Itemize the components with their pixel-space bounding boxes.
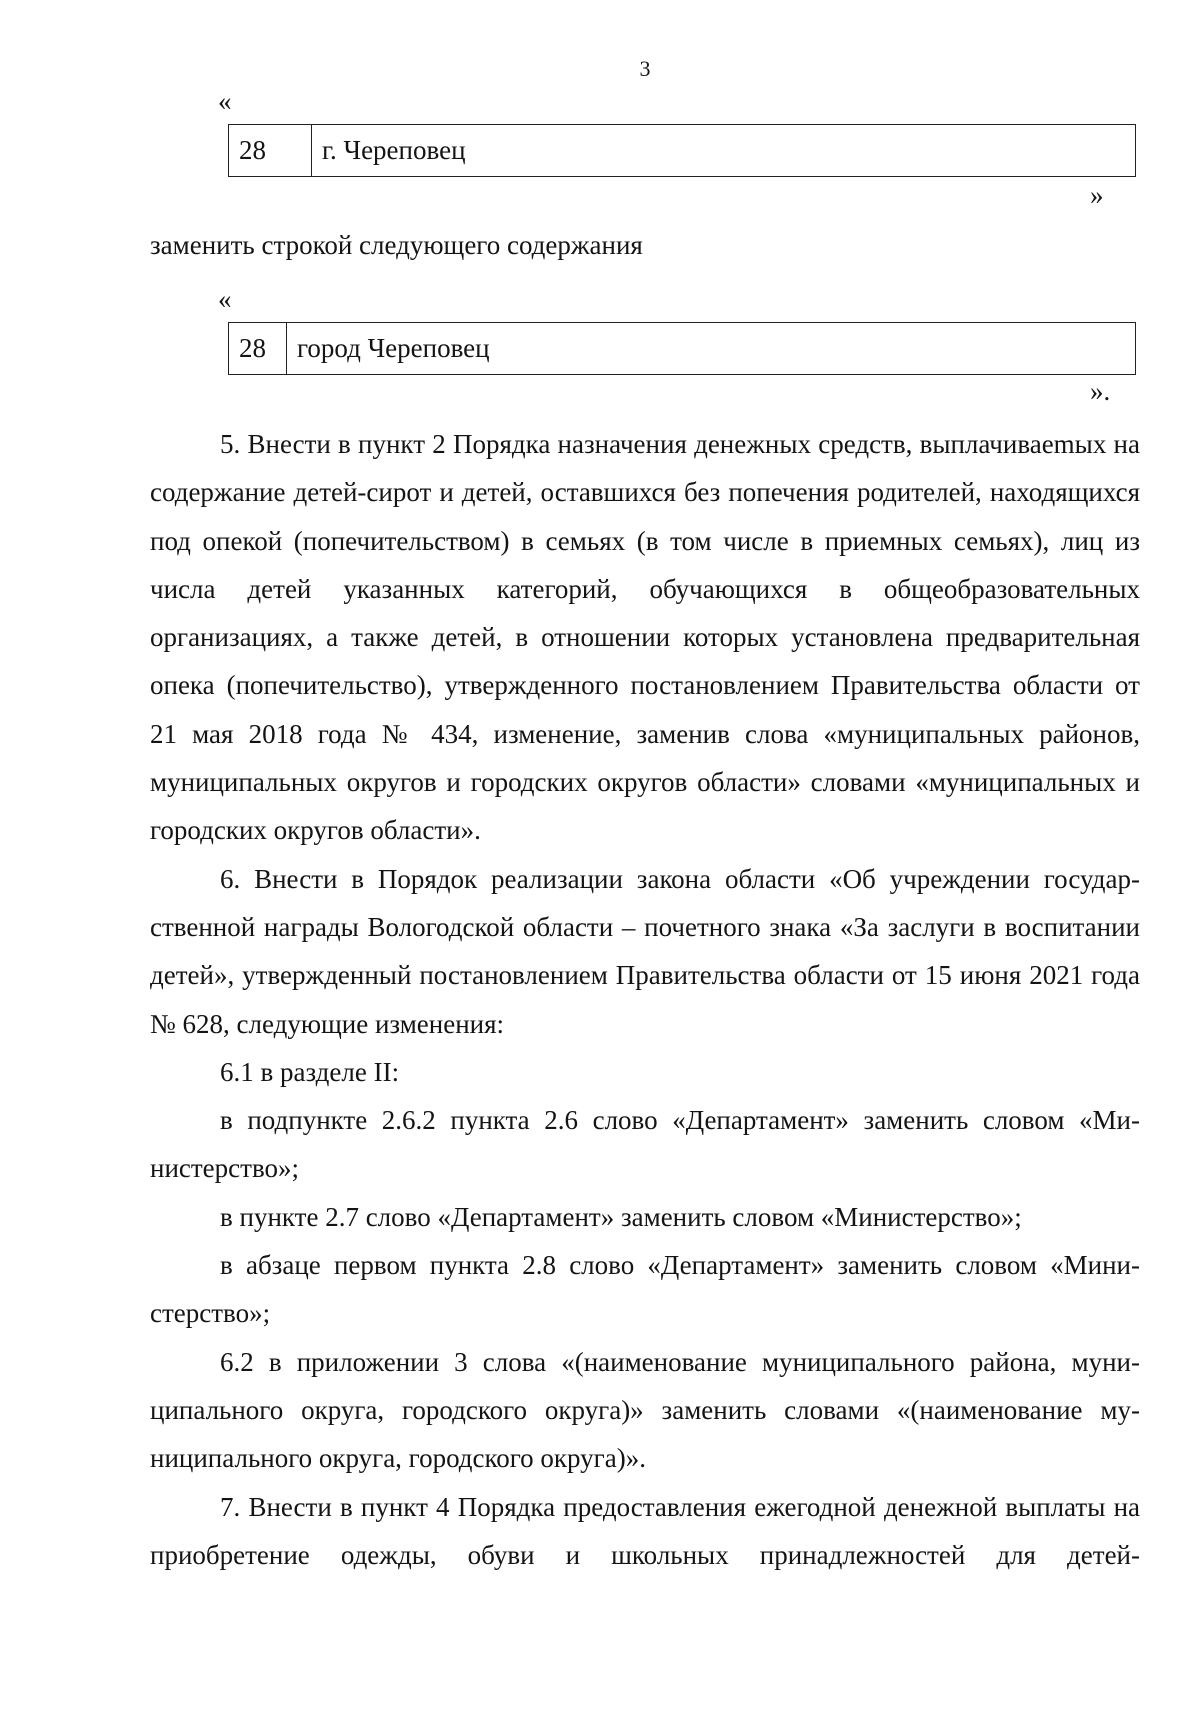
old-row-name: г. Череповец [312,125,1136,177]
document-body [150,420,1140,1579]
paragraph-6-1-a: в подпункте 2.6.2 пункта 2.6 слово «Департамент» заменить словом «Министерство»; [150,1105,1140,1184]
close-quote-period: ». [1090,376,1111,406]
old-row-number: 28 [229,125,312,177]
paragraph-6-1-c: в абзаце первом пункта 2.8 слово «Департамент» заменить словом «Министерство»; [150,1250,1140,1329]
paragraph-6-2: 6.2 в приложении 3 слова «(наименование муниципального района, муниципального округа, городского округа)» заменить словами «(наименование муниципального округа, городского округа)». [150,1346,1140,1474]
replace-instruction: заменить строкой следующего содержания [150,230,643,260]
open-quote-2: « [218,284,232,314]
paragraph-6-1: 6.1 в разделе II: [220,1056,400,1087]
open-quote: « [218,86,232,116]
paragraph-5: 5. Внести в пункт 2 Порядка назначения денежных средств, выплачиваеmых на содержание детей-сирот и детей, оставшихся без попечения родителей, находящихся под опекой (попечительством) в семьях (в том числе в приемных семьях), лиц из числа детей указанных категорий, обучающихся в общеобразовательных организациях, а также детей, в отношении которых установлена предварительная опека (попечительство), утвержденного постановлением Правительства области от 21 мая 2018 года № 434, изменение, заменив слова «муниципальных районов, муниципальных округов и городских округов области» словами «муниципальных и городских округов области». [150,429,1140,846]
paragraph-6-1-b: в пункте 2.7 слово «Департамент» заменить словом «Министерство»; [220,1201,1022,1232]
old-row-table [228,124,1136,177]
new-row-table [228,322,1136,375]
paragraph-7: 7. Внести в пункт 4 Порядка предоставления ежегодной денежной выплаты на приобретение одежды, обуви и школьных принадлежностей для детей- [150,1491,1140,1570]
paragraph-6: 6. Внести в Порядок реализации закона области «Об учреждении государственной награды Вологодской области – почетного знака «За заслуги в воспитании детей», утвержденный постановлением Правительства области от 15 июня 2021 года № 628, следующие изменения: [150,863,1140,1039]
page-number: 3 [639,56,651,81]
close-quote: » [1090,180,1104,210]
new-row-name: город Череповец [287,323,1136,375]
new-row-number: 28 [229,323,287,375]
